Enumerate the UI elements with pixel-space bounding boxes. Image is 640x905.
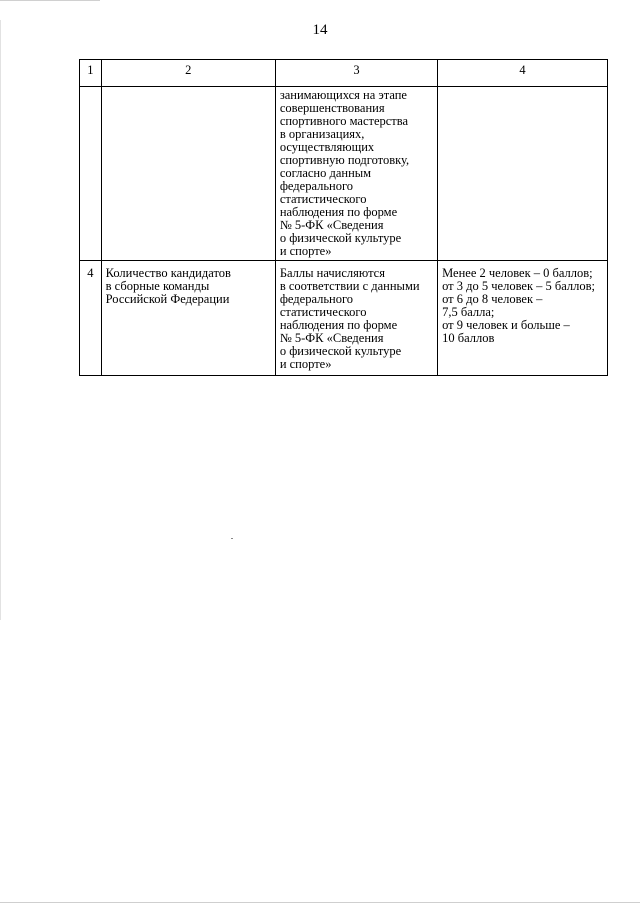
text-line: и спорте» xyxy=(279,244,332,258)
row4-indicator xyxy=(101,261,275,376)
text-line: совершенствования xyxy=(279,101,385,115)
page-number: 14 xyxy=(312,22,328,38)
text-line: наблюдения по форме xyxy=(279,318,398,332)
text-line: № 5-ФК «Сведения xyxy=(279,218,384,232)
text-line: статистического xyxy=(279,305,367,319)
table-row-4 xyxy=(80,261,608,376)
text-line: № 5-ФК «Сведения xyxy=(279,331,384,345)
text-line: Количество кандидатов xyxy=(105,266,231,280)
cont-cell-scoring xyxy=(438,87,608,261)
text-line: спортивную подготовку, xyxy=(279,153,410,167)
text-line: согласно данным xyxy=(279,166,372,180)
text-line: Российской Федерации xyxy=(105,292,230,306)
header-cell-3: 3 xyxy=(275,60,437,87)
text-line: федерального xyxy=(279,292,354,306)
row4-method xyxy=(275,261,437,376)
text-line: от 3 до 5 человек – 5 баллов; xyxy=(442,279,596,293)
text-line: 10 баллов xyxy=(442,331,495,345)
table-header-row xyxy=(80,60,608,87)
text-line: и спорте» xyxy=(279,357,332,371)
text-line: занимающихся на этапе xyxy=(279,88,407,102)
scan-edge-top xyxy=(0,0,100,1)
text-line: федерального xyxy=(279,179,354,193)
text-line: 7,5 балла; xyxy=(442,305,495,319)
text-line: статистического xyxy=(279,192,367,206)
header-cell-1: 1 xyxy=(80,60,102,87)
text-line: в сборные команды xyxy=(105,279,210,293)
cont-cell-indicator xyxy=(101,87,275,261)
criteria-table xyxy=(79,59,608,376)
text-line: в соответствии с данными xyxy=(279,279,420,293)
text-line: спортивного мастерства xyxy=(279,114,409,128)
cont-cell-method xyxy=(275,87,437,261)
scan-edge-left xyxy=(0,20,1,620)
text-line: Баллы начисляются xyxy=(279,266,385,280)
text-line: о физической культуре xyxy=(279,231,402,245)
scan-edge-bottom xyxy=(0,902,640,903)
row4-number: 4 xyxy=(80,261,102,376)
text-line: о физической культуре xyxy=(279,344,402,358)
text-line: осуществляющих xyxy=(279,140,375,154)
scan-speck xyxy=(231,538,233,539)
row4-scoring xyxy=(438,261,608,376)
text-line: от 6 до 8 человек – xyxy=(442,292,543,306)
text-line: Менее 2 человек – 0 баллов; xyxy=(442,266,593,280)
header-cell-2: 2 xyxy=(101,60,275,87)
text-line: в организациях, xyxy=(279,127,365,141)
text-line: от 9 человек и больше – xyxy=(442,318,570,332)
text-line: наблюдения по форме xyxy=(279,205,398,219)
table-row-continuation xyxy=(80,87,608,261)
header-cell-4: 4 xyxy=(438,60,608,87)
cont-cell-number xyxy=(80,87,102,261)
